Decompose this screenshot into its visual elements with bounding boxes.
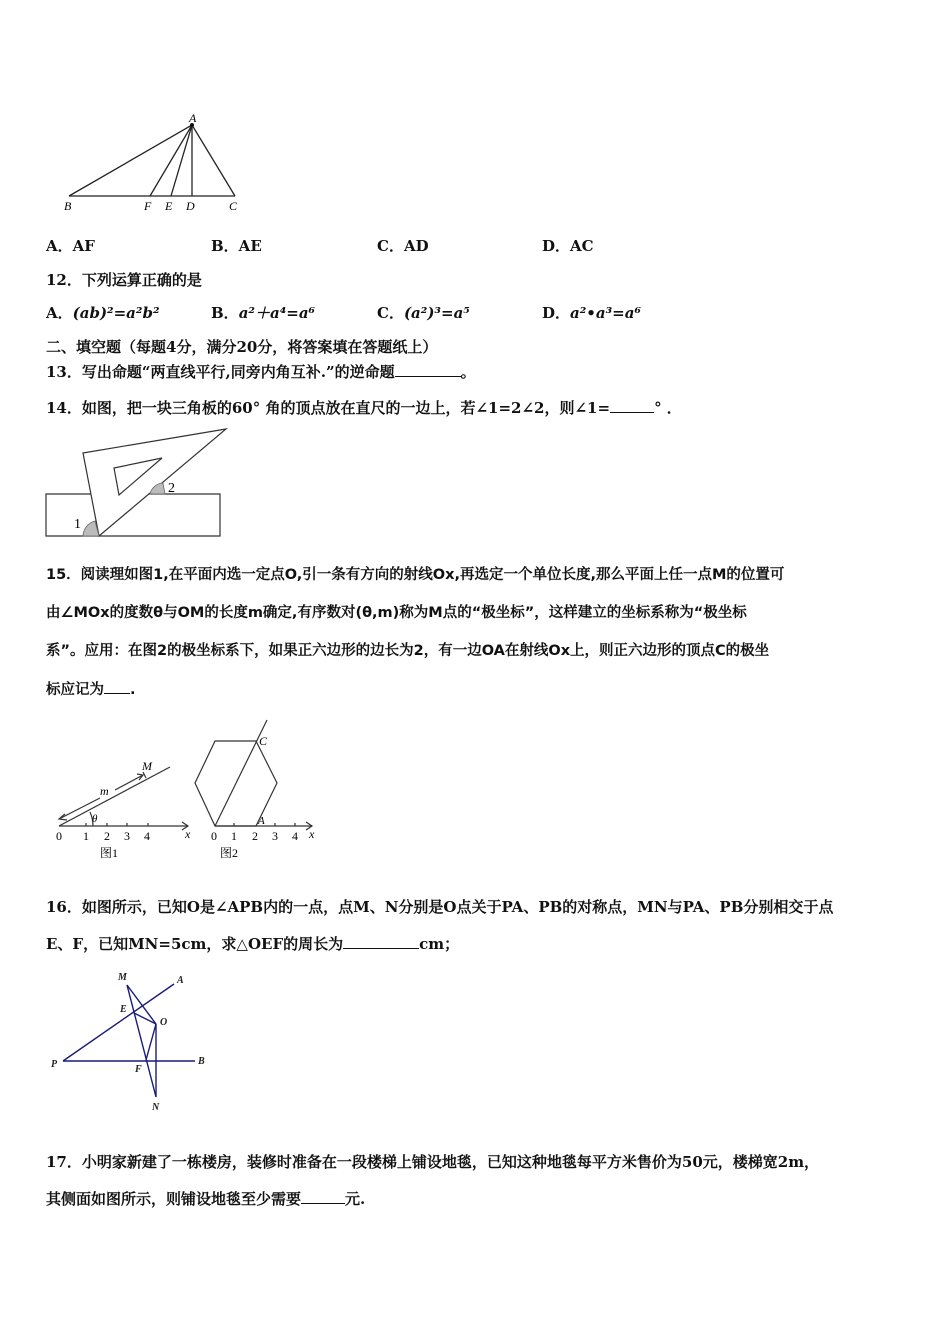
fig1-tick-1: 1: [83, 829, 89, 843]
section-heading-fill-blank: 二、填空题（每题4分，满分20分，将答案填在答题纸上）: [46, 338, 438, 356]
option-letter: A．: [46, 304, 73, 322]
answer-blank: [301, 1189, 345, 1204]
option-letter: B．: [211, 304, 239, 322]
fig1-tick-2: 2: [104, 829, 110, 843]
fig1-angle-theta: θ: [92, 813, 98, 825]
q11-option-d: D．AC: [542, 237, 594, 255]
answer-blank: [395, 362, 461, 377]
q13-stem: 13．写出命题“两直线平行,同旁内角互补.”的逆命题: [46, 363, 395, 381]
fig2-tick-1: 1: [231, 829, 237, 843]
label-f: F: [135, 1064, 142, 1075]
fig1-length-m: m: [100, 784, 109, 798]
answer-blank: [343, 934, 419, 949]
label-d: D: [186, 199, 195, 212]
q15-tail: .: [130, 682, 136, 698]
q11-triangle-figure: [55, 112, 255, 212]
label-e: E: [120, 1004, 127, 1015]
label-c: C: [229, 199, 238, 212]
q15-line-4: [46, 679, 136, 700]
label-p: P: [51, 1059, 58, 1070]
label-o: O: [160, 1017, 168, 1028]
q16-line-1: 16．如图所示，已知O是∠APB内的一点，点M、N分别是O点关于PA、PB的对称点，MN与PA、PB分别相交于点: [46, 898, 834, 916]
label-f: F: [144, 199, 152, 212]
option-expression: a²＋a⁴=a⁶: [238, 304, 316, 322]
label-e: E: [165, 199, 173, 212]
option-letter: D．: [542, 304, 571, 322]
fig2-tick-2: 2: [252, 829, 258, 843]
q16-reflection-figure: [40, 960, 230, 1120]
fig2-caption: 图2: [220, 846, 239, 860]
fig2-tick-0: 0: [211, 829, 217, 843]
fig2-tick-4: 4: [292, 829, 298, 843]
label-a: A: [189, 112, 197, 125]
q12-option-d: [542, 303, 641, 323]
label-n: N: [152, 1102, 160, 1113]
q11-option-a: A．AF: [46, 237, 95, 255]
q15-line-3: 系”。应用：在图2的极坐标系下，如果正六边形的边长为2，有一边OA在射线Ox上，则正六边形的顶点C的极坐: [46, 643, 770, 659]
q13-tail: 。: [460, 363, 476, 381]
label-m: M: [118, 972, 127, 983]
q12-option-b: [211, 303, 315, 323]
q11-option-b: B．AE: [211, 237, 262, 255]
option-expression: a²•a³=a⁶: [570, 304, 642, 322]
fig2-tick-3: 3: [272, 829, 278, 843]
label-b: B: [198, 1056, 205, 1067]
q12-option-c: [377, 303, 470, 323]
q14-text: [46, 398, 682, 418]
fig1-tick-4: 4: [144, 829, 150, 843]
q17-line-1: 17．小明家新建了一栋楼房，装修时准备在一段楼梯上铺设地毯，已知这种地毯每平方米售价为50元，楼梯宽2m，: [46, 1153, 820, 1171]
q15-stem-end: 标应记为: [46, 682, 104, 698]
fig2-vertex-c: C: [259, 734, 268, 748]
answer-blank: [610, 398, 654, 413]
q16-tail: cm；: [419, 935, 460, 953]
label-a: A: [177, 975, 184, 986]
fig1-axis-x: x: [185, 827, 191, 841]
label-b: B: [64, 199, 72, 212]
q14-stem: 14．如图，把一块三角板的60° 角的顶点放在直尺的一边上，若∠1=2∠2，则∠1=: [46, 399, 611, 417]
q12-stem: 12．下列运算正确的是: [46, 271, 202, 289]
q15-polar-figures: [45, 712, 330, 867]
q17-stem-end: 其侧面如图所示，则铺设地毯至少需要: [46, 1190, 302, 1208]
fig2-vertex-a: A: [258, 815, 265, 827]
q13-text: [46, 362, 476, 382]
fig1-tick-0: 0: [56, 829, 62, 843]
q12-option-a: [46, 303, 160, 323]
q16-line-2: [46, 934, 459, 954]
q14-tail: ° ．: [654, 399, 682, 417]
angle-1-label: 1: [74, 517, 81, 532]
q11-option-c: C．AD: [377, 237, 429, 255]
fig1-tick-3: 3: [124, 829, 130, 843]
answer-blank: [104, 679, 130, 694]
q15-line-1: 15．阅读理如图1,在平面内选一定点O,引一条有方向的射线Ox,再选定一个单位长度,那么平面上任一点M的位置可: [46, 567, 785, 583]
q17-tail: 元.: [345, 1190, 366, 1208]
option-expression: (a²)³=a⁵: [403, 304, 470, 322]
fig2-axis-x: x: [309, 827, 315, 841]
q16-stem-end: E、F，已知MN=5cm，求△OEF的周长为: [46, 935, 344, 953]
fig1-caption: 图1: [100, 846, 119, 860]
q15-line-2: 由∠MOx的度数θ与OM的长度m确定,有序数对(θ,m)称为M点的“极坐标”，这样建立的坐标系称为“极坐标: [46, 605, 747, 621]
fig1-point-m: M: [142, 759, 152, 773]
option-expression: (ab)²=a²b²: [72, 304, 160, 322]
q14-setsquare-ruler-figure: [40, 420, 240, 545]
q17-line-2: [46, 1189, 365, 1209]
angle-2-label: 2: [168, 481, 175, 496]
option-letter: C．: [377, 304, 404, 322]
